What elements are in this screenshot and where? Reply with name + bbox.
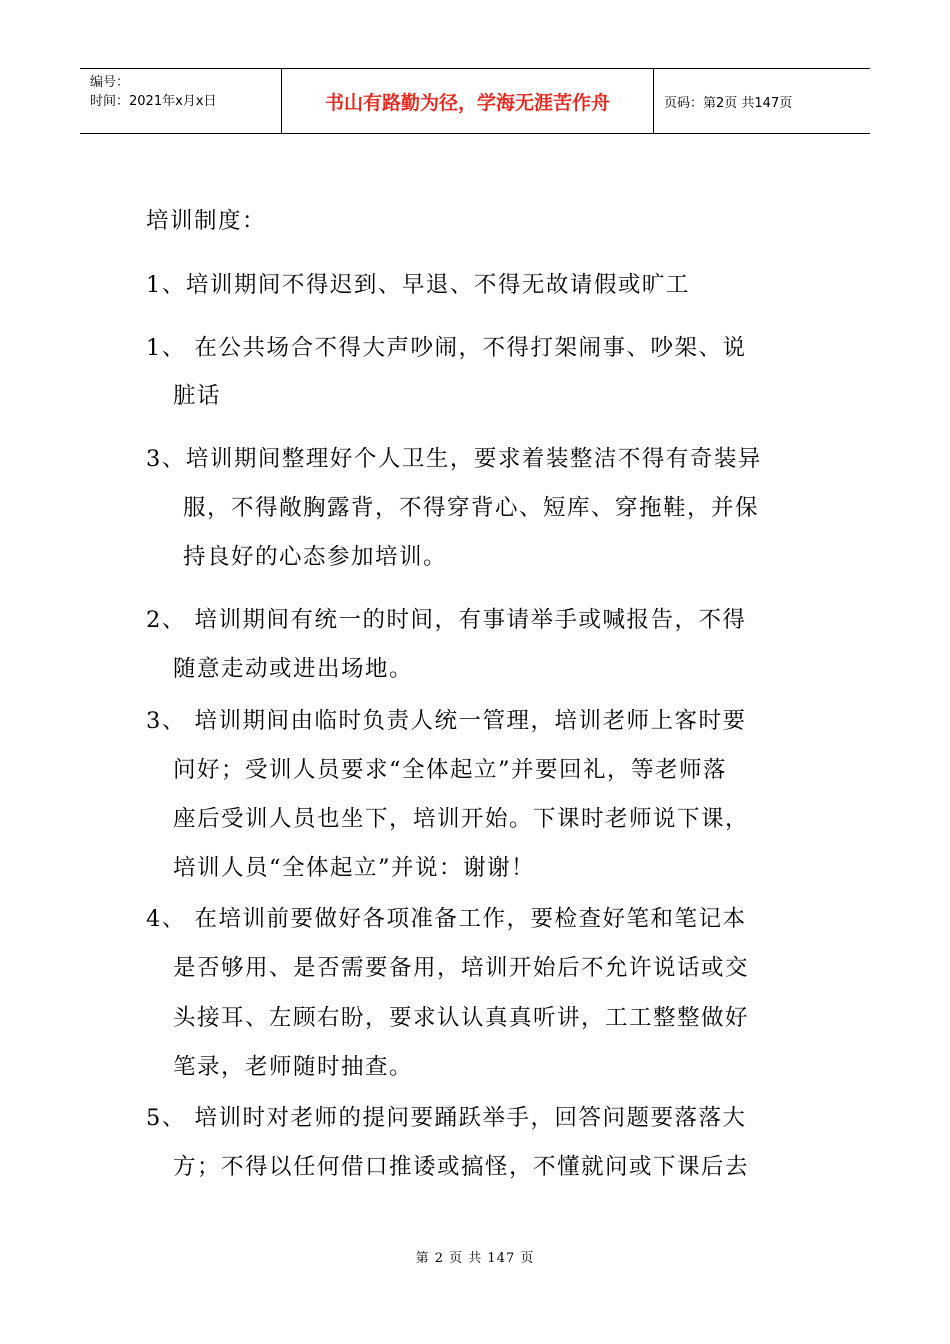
rule-line: 脏话 <box>173 383 222 409</box>
rule-line: 2、 培训期间有统一的时间，有事请举手或喊报告，不得 <box>146 607 747 633</box>
rule-line: 持良好的心态参加培训。 <box>183 544 448 570</box>
rule-line: 笔录，老师随时抽查。 <box>173 1054 414 1080</box>
header-page-info: 页码：第2页 共147页 <box>664 95 793 111</box>
header-motto: 书山有路勤为径，学海无涯苦作舟 <box>282 69 654 133</box>
rule-line: 1、培训期间不得迟到、早退、不得无故请假或旷工 <box>146 272 690 298</box>
rule-line: 1、 在公共场合不得大声吵闹，不得打架闹事、吵架、说 <box>146 335 747 361</box>
rule-line: 培训人员“全体起立”并说：谢谢！ <box>173 855 536 881</box>
rule-line: 3、培训期间整理好个人卫生，要求着装整洁不得有奇装异 <box>146 446 762 472</box>
document-time-label: 时间：2021年x月x日 <box>90 94 217 109</box>
section-title: 培训制度： <box>146 208 267 234</box>
rule-line: 座后受训人员也坐下，培训开始。下课时老师说下课， <box>173 806 750 832</box>
rule-line: 4、 在培训前要做好各项准备工作，要检查好笔和笔记本 <box>146 906 747 932</box>
rule-line: 是否够用、是否需要备用，培训开始后不允许说话或交 <box>173 955 750 981</box>
page-header <box>80 68 870 134</box>
rule-line: 随意走动或进出场地。 <box>173 656 414 682</box>
rule-line: 服，不得敞胸露背，不得穿背心、短库、穿拖鞋，并保 <box>183 495 760 521</box>
rule-line: 方；不得以任何借口推诿或搞怪，不懂就问或下课后去 <box>173 1154 750 1180</box>
page-footer: 第 2 页 共 147 页 <box>415 1251 535 1266</box>
document-number-label: 编号： <box>90 75 130 90</box>
rule-line: 5、 培训时对老师的提问要踊跃举手，回答问题要落落大 <box>146 1105 747 1131</box>
rule-line: 问好；受训人员要求“全体起立”并要回礼，等老师落 <box>173 757 728 783</box>
rule-line: 3、 培训期间由临时负责人统一管理，培训老师上客时要 <box>146 708 747 734</box>
rule-line: 头接耳、左顾右盼，要求认认真真听讲，工工整整做好 <box>173 1005 750 1031</box>
header-meta <box>80 69 282 133</box>
